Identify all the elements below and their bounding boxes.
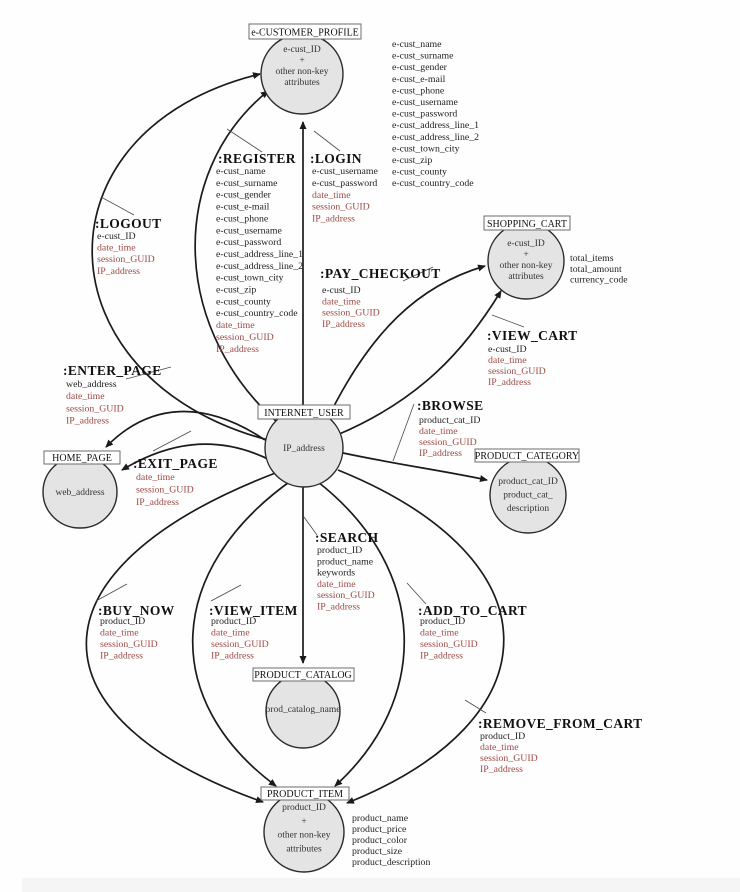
search-attrs: product_ID product_name keywords date_time session_GUID IP_address [317, 545, 375, 613]
transition-remove-from-cart [478, 716, 643, 775]
buy-now-attrs: product_ID date_time session_GUID IP_address [100, 616, 158, 662]
pay-checkout-attrs: e-cust_ID date_time session_GUID IP_address [322, 285, 380, 330]
search-title: :SEARCH [315, 530, 379, 545]
internet-user-label: INTERNET_USER [264, 408, 344, 419]
view-item-attrs: product_ID date_time session_GUID IP_address [211, 616, 269, 662]
logout-title: :LOGOUT [95, 216, 162, 231]
product-catalog-key-attrs: prod_catalog_name [265, 705, 341, 715]
bottom-strip [22, 878, 740, 892]
exit-page-title: :EXIT_PAGE [133, 456, 218, 471]
view-cart-title: :VIEW_CART [487, 328, 578, 343]
product-item-key-attrs: product_ID + other non-key attributes [277, 803, 331, 855]
entity-shopping-cart [484, 216, 628, 299]
leader-browse [393, 404, 414, 461]
customer-profile-nonkey-attrs: e-cust_name e-cust_surname e-cust_gender e-cust_e-mail e-cust_phone e-cust_username e-cust_password e-cust_address_line_1 e-cust_address_line_2 e-cust_town_city e-cust_zip e-cust_county e-cust_country_code [392, 39, 480, 190]
arrow-enter-page [106, 412, 265, 447]
remove-from-cart-title: :REMOVE_FROM_CART [478, 716, 643, 731]
customer-profile-key-attrs: e-cust_ID + other non-key attributes [275, 45, 329, 88]
transition-add-to-cart [418, 603, 527, 662]
leader-add-to-cart [407, 583, 426, 604]
view-item-title: :VIEW_ITEM [209, 603, 298, 618]
add-to-cart-attrs: product_ID date_time session_GUID IP_address [420, 616, 478, 662]
login-title: :LOGIN [310, 151, 362, 166]
entity-product-catalog [253, 668, 354, 748]
leader-view-cart [492, 315, 524, 327]
register-attrs: e-cust_name e-cust_surname e-cust_gender e-cust_e-mail e-cust_phone e-cust_username e-cust_password e-cust_address_line_1 e-cust_address_line_2 e-cust_town_city e-cust_zip e-cust_county e-cust_country_code date_time session_GUID IP_address [216, 166, 304, 355]
login-attrs: e-cust_username e-cust_password date_time session_GUID IP_address [312, 166, 378, 225]
enter-page-title: :ENTER_PAGE [63, 363, 162, 378]
entity-product-category [475, 449, 579, 533]
transition-register [216, 151, 303, 355]
product-item-nonkey-attrs: product_name product_price product_color product_size product_description [352, 813, 431, 868]
arrow-browse [343, 453, 487, 480]
view-cart-attrs: e-cust_ID date_time session_GUID IP_address [488, 344, 546, 388]
transition-buy-now [98, 603, 175, 662]
buy-now-title: :BUY_NOW [98, 603, 175, 618]
add-to-cart-title: :ADD_TO_CART [418, 603, 528, 618]
product-item-label: PRODUCT_ITEM [266, 789, 344, 800]
transition-view-item [209, 603, 298, 662]
product-category-key-attrs: product_cat_ID product_cat_ description [498, 477, 558, 514]
register-title: :REGISTER [218, 151, 296, 166]
transition-view-cart [487, 328, 578, 388]
leader-register [227, 129, 262, 152]
transition-search [315, 530, 379, 613]
browse-attrs: product_cat_ID date_time session_GUID IP_address [419, 415, 481, 459]
leader-view-item [211, 585, 241, 601]
entity-home-page [43, 451, 120, 528]
shopping-cart-key-attrs: e-cust_ID + other non-key attributes [499, 239, 553, 282]
remove-from-cart-attrs: product_ID date_time session_GUID IP_address [480, 731, 538, 775]
shopping-cart-label: SHOPPING_CART [487, 219, 567, 230]
arrow-add-to-cart [318, 482, 404, 786]
transition-login [310, 151, 378, 225]
transition-pay-checkout [320, 266, 441, 330]
transition-logout [95, 216, 162, 277]
browse-title: :BROWSE [417, 398, 484, 413]
shopping-cart-nonkey-attrs: total_items total_amount currency_code [570, 253, 628, 286]
leader-logout [101, 197, 134, 215]
leader-login [314, 131, 340, 151]
entity-product-item [261, 787, 430, 872]
home-page-key-attrs: web_address [55, 488, 105, 498]
product-category-label: PRODUCT_CATEGORY [474, 451, 580, 462]
enter-page-attrs: web_address date_time session_GUID IP_address [66, 379, 124, 427]
exit-page-attrs: date_time session_GUID IP_address [136, 472, 194, 508]
transition-exit-page [133, 456, 218, 508]
transition-browse [417, 398, 484, 459]
home-page-label: HOME_PAGE [52, 453, 112, 464]
pay-checkout-title: :PAY_CHECKOUT [320, 266, 441, 281]
product-catalog-label: PRODUCT_CATALOG [254, 670, 352, 681]
logout-attrs: e-cust_ID date_time session_GUID IP_address [97, 231, 155, 277]
transition-enter-page [63, 363, 162, 427]
internet-user-key-attrs: IP_address [283, 444, 325, 454]
customer-profile-label: e-CUSTOMER_PROFILE [251, 27, 359, 39]
